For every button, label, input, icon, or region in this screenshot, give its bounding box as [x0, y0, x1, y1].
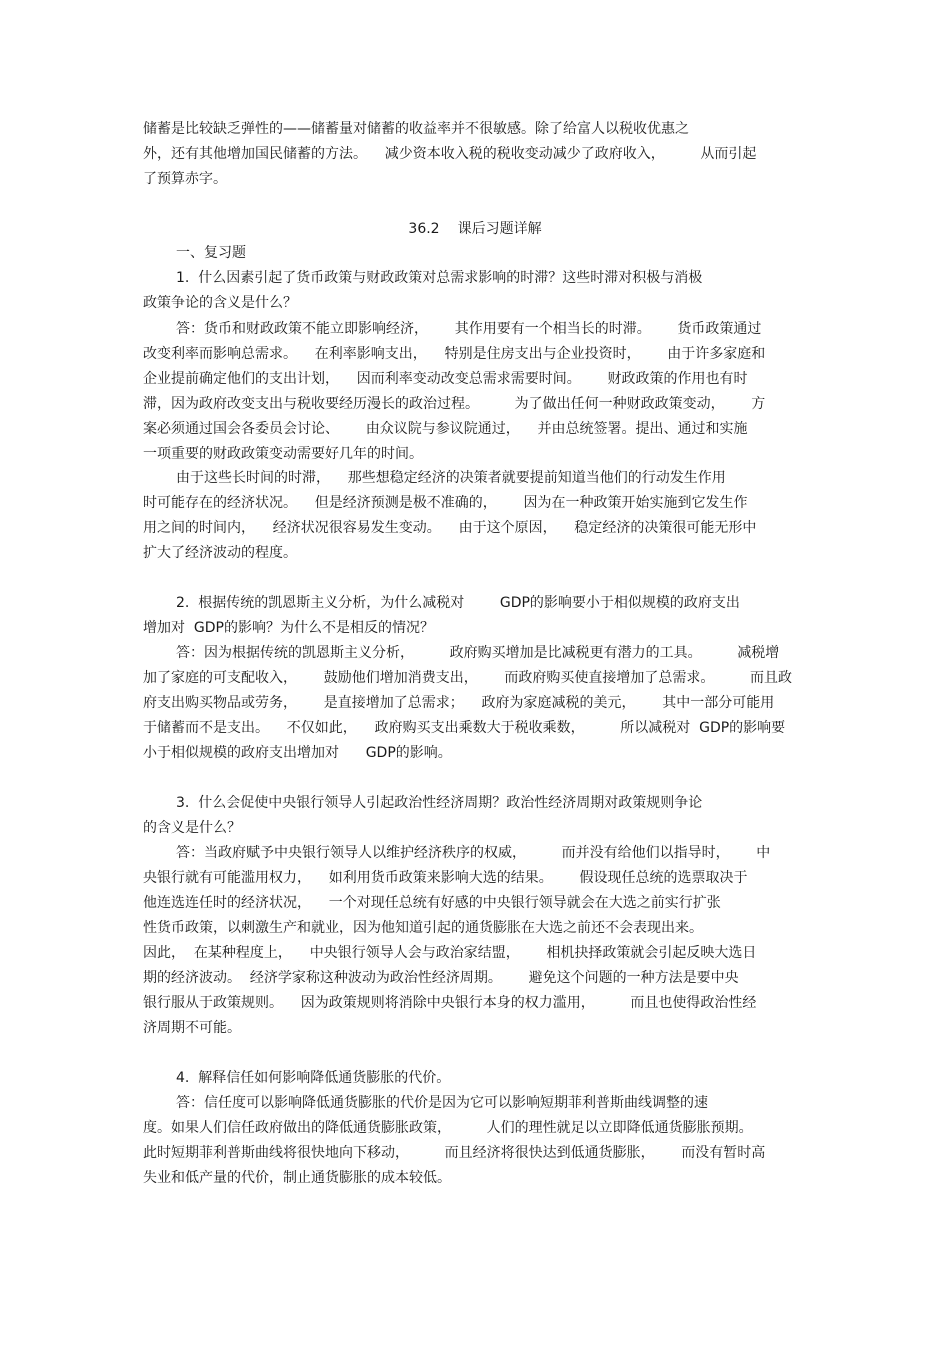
q4-question: 4. 解释信任如何影响降低通货膨胀的代价。: [176, 1070, 451, 1086]
q4-answer-line-4: 失业和低产量的代价，制止通货膨胀的成本较低。: [143, 1170, 451, 1186]
part-label: 一、复习题: [176, 245, 246, 261]
section-heading: [0, 217, 950, 241]
q3-answer-line-6: 期的经济波动。 经济学家称这种波动为政治性经济周期。 避免这个问题的一种方法是要中央: [143, 970, 739, 986]
q3-answer-line-2: 央银行就有可能滥用权力， 如利用货币政策来影响大选的结果。 假设现任总统的选票取决于: [143, 870, 748, 886]
q1-question-line-1: 1. 什么因素引起了货币政策与财政政策对总需求影响的时滞？这些时滞对积极与消极: [176, 270, 703, 286]
q3-answer-line-3: 他连选连任时的经济状况， 一个对现任总统有好感的中央银行领导就会在大选之前实行扩张: [143, 895, 721, 911]
intro-line-3: 了预算赤字。: [143, 171, 227, 187]
q1-answer-line-6: 一项重要的财政政策变动需要好几年的时间。: [143, 446, 423, 462]
intro-line-2: 外，还有其他增加国民储蓄的方法。 减少资本收入税的税收变动减少了政府收入， 从而引起: [143, 146, 757, 162]
q3-answer-line-1: 答：当政府赋予中央银行领导人以维护经济秩序的权威， 而并没有给他们以指导时， 中: [176, 845, 771, 861]
q1-answer2-line-3: 用之间的时间内， 经济状况很容易发生变动。 由于这个原因， 稳定经济的决策很可能无形中: [143, 520, 757, 536]
q4-answer-line-3: 此时短期菲利普斯曲线将很快地向下移动， 而且经济将很快达到低通货膨胀， 而没有暂时高: [143, 1145, 766, 1161]
q4-answer-line-2: 度。如果人们信任政府做出的降低通货膨胀政策， 人们的理性就足以立即降低通货膨胀预期。: [143, 1120, 753, 1136]
q1-answer-line-1: 答：货币和财政政策不能立即影响经济， 其作用要有一个相当长的时滞。 货币政策通过: [176, 321, 762, 337]
q2-answer-line-3: 府支出购买物品或劳务， 是直接增加了总需求； 政府为家庭减税的美元， 其中一部分可能用: [143, 695, 775, 711]
q1-answer2-line-2: 时可能存在的经济状况。 但是经济预测是极不准确的， 因为在一种政策开始实施到它发生作: [143, 495, 748, 511]
q2-answer-line-2: 加了家庭的可支配收入， 鼓励他们增加消费支出， 而政府购买使直接增加了总需求。 而且政: [143, 670, 793, 686]
q3-question-line-2: 的含义是什么？: [143, 820, 241, 836]
q2-answer-line-1: 答：因为根据传统的凯恩斯主义分析， 政府购买增加是比减税更有潜力的工具。 减税增: [176, 645, 780, 661]
q4-answer-line-1: 答：信任度可以影响降低通货膨胀的代价是因为它可以影响短期菲利普斯曲线调整的速: [176, 1095, 708, 1111]
q1-question-line-2: 政策争论的含义是什么？: [143, 295, 297, 311]
q1-answer2-line-1: 由于这些长时间的时滞， 那些想稳定经济的决策者就要提前知道当他们的行动发生作用: [176, 470, 726, 486]
q2-question-line-2: 增加对 GDP的影响？为什么不是相反的情况？: [143, 620, 434, 636]
q1-answer-line-2: 改变利率而影响总需求。 在利率影响支出， 特别是住房支出与企业投资时， 由于许多家庭和: [143, 346, 766, 362]
q3-answer-line-7: 银行服从于政策规则。 因为政策规则将消除中央银行本身的权力滥用， 而且也使得政治性经: [143, 995, 757, 1011]
intro-line-1: 储蓄是比较缺乏弹性的——储蓄量对储蓄的收益率并不很敏感。除了给富人以税收优惠之: [143, 121, 689, 137]
section-title: 课后习题详解: [457, 221, 542, 237]
q1-answer2-line-4: 扩大了经济波动的程度。: [143, 545, 297, 561]
q1-answer-line-5: 案必须通过国会各委员会讨论、 由众议院与参议院通过， 并由总统签署。提出、通过和实施: [143, 421, 748, 437]
q2-question-line-1: 2. 根据传统的凯恩斯主义分析，为什么减税对 GDP的影响要小于相似规模的政府支出: [176, 595, 740, 611]
q3-answer-line-5: 因此， 在某种程度上， 中央银行领导人会与政治家结盟， 相机抉择政策就会引起反映大选日: [143, 945, 757, 961]
q3-question-line-1: 3. 什么会促使中央银行领导人引起政治性经济周期？政治性经济周期对政策规则争论: [176, 795, 703, 811]
section-number: 36.2: [408, 221, 440, 237]
q1-answer-line-3: 企业提前确定他们的支出计划， 因而利率变动改变总需求需要时间。 财政政策的作用也有时: [143, 371, 748, 387]
q3-answer-line-8: 济周期不可能。: [143, 1020, 241, 1036]
q2-answer-line-5: 小于相似规模的政府支出增加对 GDP的影响。: [143, 745, 452, 761]
q1-answer-line-4: 滞，因为政府改变支出与税收要经历漫长的政治过程。 为了做出任何一种财政政策变动， 方: [143, 396, 766, 412]
q3-answer-line-4: 性货币政策，以刺激生产和就业，因为他知道引起的通货膨胀在大选之前还不会表现出来。: [143, 920, 703, 936]
q2-answer-line-4: 于储蓄而不是支出。 不仅如此， 政府购买支出乘数大于税收乘数， 所以减税对 GDP的影响要: [143, 720, 786, 736]
